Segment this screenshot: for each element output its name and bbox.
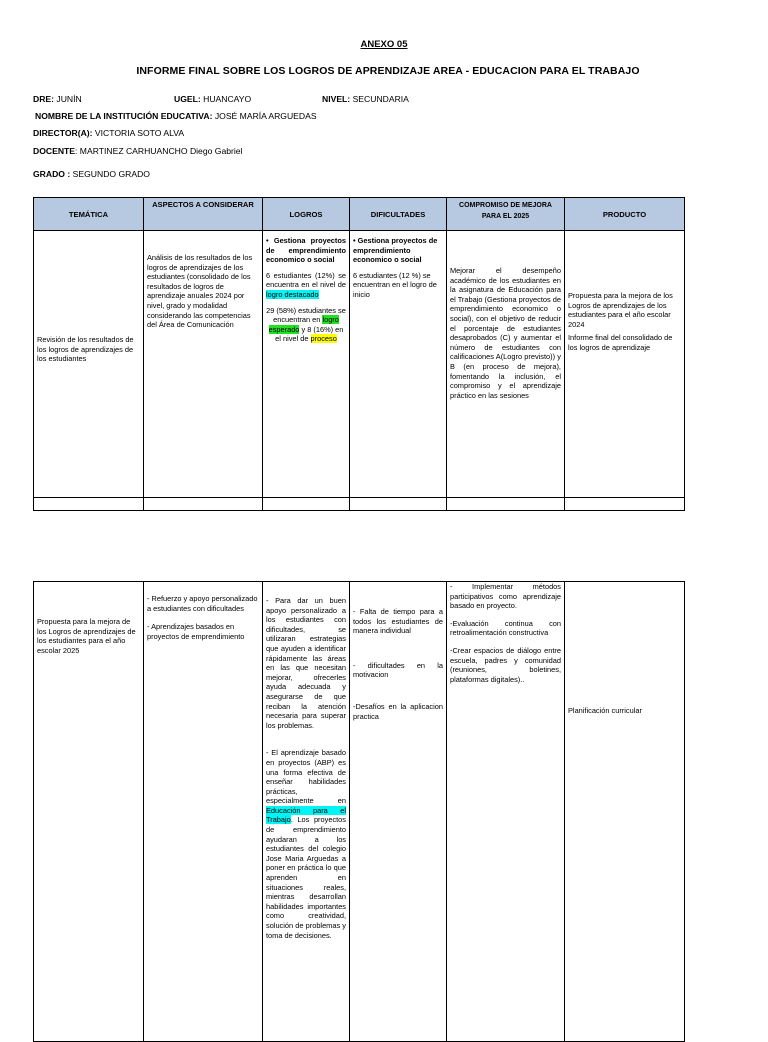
cell-producto bbox=[565, 231, 685, 498]
header-line-director bbox=[33, 128, 184, 138]
compromiso-2-p3: -Crear espacios de diálogo entre escuela, padres y comunidad (reuniones, boletines, plataformas digitales).. bbox=[450, 645, 561, 684]
empty-cell bbox=[350, 498, 447, 511]
nivel-label: NIVEL: bbox=[322, 94, 351, 104]
col-header-producto: PRODUCTO bbox=[565, 198, 685, 231]
dificultades-2-p3: -Desafíos en la aplicacion practica bbox=[353, 701, 443, 721]
cell-logros-2 bbox=[263, 582, 350, 1042]
dificultades-title: • Gestiona proyectos de emprendimiento economico o social bbox=[353, 236, 438, 265]
director-label: DIRECTOR(A): bbox=[33, 128, 93, 138]
nivel-value: SECUNDARIA bbox=[352, 94, 409, 104]
col-header-aspectos: ASPECTOS A CONSIDERAR bbox=[144, 198, 263, 231]
dificultades-text: 6 estudiantes (12 %) se encuentran en el logro de inicio bbox=[353, 270, 437, 299]
docente-value: : MARTINEZ CARHUANCHO Diego Gabriel bbox=[75, 146, 243, 156]
director-value: VICTORIA SOTO ALVA bbox=[94, 128, 185, 138]
col-header-logros: LOGROS bbox=[263, 198, 350, 231]
highlight-logro-esperado: logro esperado bbox=[268, 315, 339, 334]
col-header-dificultades: DIFICULTADES bbox=[350, 198, 447, 231]
logros-p1 bbox=[266, 271, 346, 300]
ugel-label: UGEL: bbox=[174, 94, 201, 104]
compromiso-2-p2: -Evaluación continua con retroalimentación constructiva bbox=[450, 618, 561, 638]
cell-dificultades-2 bbox=[350, 582, 447, 1042]
dre-label: DRE: bbox=[33, 94, 55, 104]
cell-aspectos-2 bbox=[144, 582, 263, 1042]
docente-label: DOCENTE bbox=[33, 146, 76, 156]
highlight-logro-destacado: logro destacado bbox=[266, 289, 319, 299]
ugel-value: HUANCAYO bbox=[203, 94, 252, 104]
logros-2-p2-text-b: . Los proyectos de emprendimiento ayudaran a los estudiantes del colegio Jose Maria Arguedas a poner en práctica lo que aprenden en situaciones reales, mientras desarrollan habilidades importantes como creatividad, solución de problemas y toma de decisiones. bbox=[266, 815, 346, 940]
compromiso-text: Mejorar el desempeño académico de los estudiantes en la asignatura de Educación para el Trabajo (Gestiona proyectos de emprendimiento economico o social), con el objetivo de reducir el porcentaje de estudiantes desaprobados (C) y aumentar el número de estudiantes con calificaciones A(Logro previsto)) y B (en proceso de mejora), fomentando la inclusión, el compromiso y el aprendizaje práctico en las sesiones bbox=[450, 266, 561, 400]
cell-aspectos bbox=[144, 231, 263, 498]
cell-compromiso-2 bbox=[447, 582, 565, 1042]
cell-dificultades bbox=[350, 231, 447, 498]
logros-2-p2 bbox=[266, 748, 346, 940]
producto-p1: Propuesta para la mejora de los Logros de aprendizajes de los estudiantes para el año escolar 2024 bbox=[568, 291, 673, 329]
cell-tematica bbox=[34, 231, 144, 498]
dificultades-2-p2: - dificultades en la motivacion bbox=[353, 660, 443, 680]
header-line-docente bbox=[33, 146, 242, 156]
header-line-grado bbox=[33, 169, 150, 179]
institucion-value: JOSÉ MARÍA ARGUEDAS bbox=[214, 111, 317, 121]
highlight-proceso: proceso bbox=[310, 334, 337, 344]
col-header-compromiso: COMPROMISO DE MEJORA PARA EL 2025 bbox=[447, 198, 565, 231]
aspectos-2-p2: - Aprendizajes basados en proyectos de emprendimiento bbox=[147, 622, 245, 641]
aspectos-text: Análisis de los resultados de los logros de aprendizajes de los estudiantes (consolidado de los resultados de logros de aprendizaje anuales 2024 por nivel, grado y modalidad considerando las competencias del Área de Comunicación bbox=[147, 253, 253, 330]
report-title: INFORME FINAL SOBRE LOS LOGROS DE APRENDIZAJE AREA - EDUCACION PARA EL TRABAJO bbox=[136, 65, 640, 77]
cell-producto-2 bbox=[565, 582, 685, 1042]
achievements-table bbox=[33, 197, 685, 511]
logros-title: • Gestiona proyectos de emprendimiento economico o social bbox=[266, 236, 346, 265]
producto-2-text: Planificación curricular bbox=[568, 706, 642, 715]
producto-p2: Informe final del consolidado de los logros de aprendizaje bbox=[568, 333, 673, 352]
empty-cell bbox=[34, 498, 144, 511]
highlight-educacion-trabajo: Educación para el Trabajo bbox=[266, 805, 346, 825]
dificultades-2-p1: - Falta de tiempo para a todos los estudiantes de manera individual bbox=[353, 607, 443, 636]
header-line-dre bbox=[33, 94, 409, 104]
logros-p2 bbox=[266, 306, 346, 344]
grado-value: SEGUNDO GRADO bbox=[72, 169, 150, 179]
tematica-text: Revisión de los resultados de los logros de aprendizajes de los estudiantes bbox=[37, 335, 134, 364]
improvement-table bbox=[33, 581, 685, 1042]
dre-value: JUNÍN bbox=[56, 94, 82, 104]
logros-p1-text: 6 estudiantes (12%) se encuentra en el nivel de bbox=[266, 270, 346, 290]
compromiso-2-p1: - Implementar métodos participativos como aprendizaje basado en proyecto. bbox=[450, 582, 561, 611]
logros-2-p2-text: - El aprendizaje basado en proyectos (ABP) es una forma efectiva de enseñar habilidades prácticas, especialmente en bbox=[266, 748, 346, 806]
annex-title: ANEXO 05 bbox=[360, 39, 408, 50]
tematica-2-text: Propuesta para la mejora de los Logros de aprendizajes de los estudiantes para el año escolar 2025 bbox=[37, 617, 136, 655]
cell-tematica-2 bbox=[34, 582, 144, 1042]
col-header-tematica: TEMÁTICA bbox=[34, 198, 144, 231]
empty-cell bbox=[263, 498, 350, 511]
cell-logros bbox=[263, 231, 350, 498]
empty-cell bbox=[144, 498, 263, 511]
empty-cell bbox=[447, 498, 565, 511]
logros-p2-text-b: y 8 (16%) en el nivel de bbox=[275, 324, 344, 344]
header-line-institucion bbox=[35, 111, 317, 121]
cell-compromiso bbox=[447, 231, 565, 498]
grado-label: GRADO : bbox=[33, 169, 71, 179]
empty-cell bbox=[565, 498, 685, 511]
logros-2-p1: - Para dar un buen apoyo personalizado a los estudiantes con dificultades, se utilizaran estrategias que ayuden a identificar rápidamente las áreas en las que necesitan mejorar, ofrecerles ayuda adecuada y asegurarse de que reciban la atención necesaria para superar los problemas. bbox=[266, 596, 346, 730]
institucion-label: NOMBRE DE LA INSTITUCIÓN EDUCATIVA: bbox=[35, 111, 213, 121]
logros-p2-text: 29 (58%) estudiantes se encuentran en bbox=[266, 305, 346, 325]
aspectos-2-p1: - Refuerzo y apoyo personalizado a estudiantes con dificultades bbox=[147, 594, 258, 613]
